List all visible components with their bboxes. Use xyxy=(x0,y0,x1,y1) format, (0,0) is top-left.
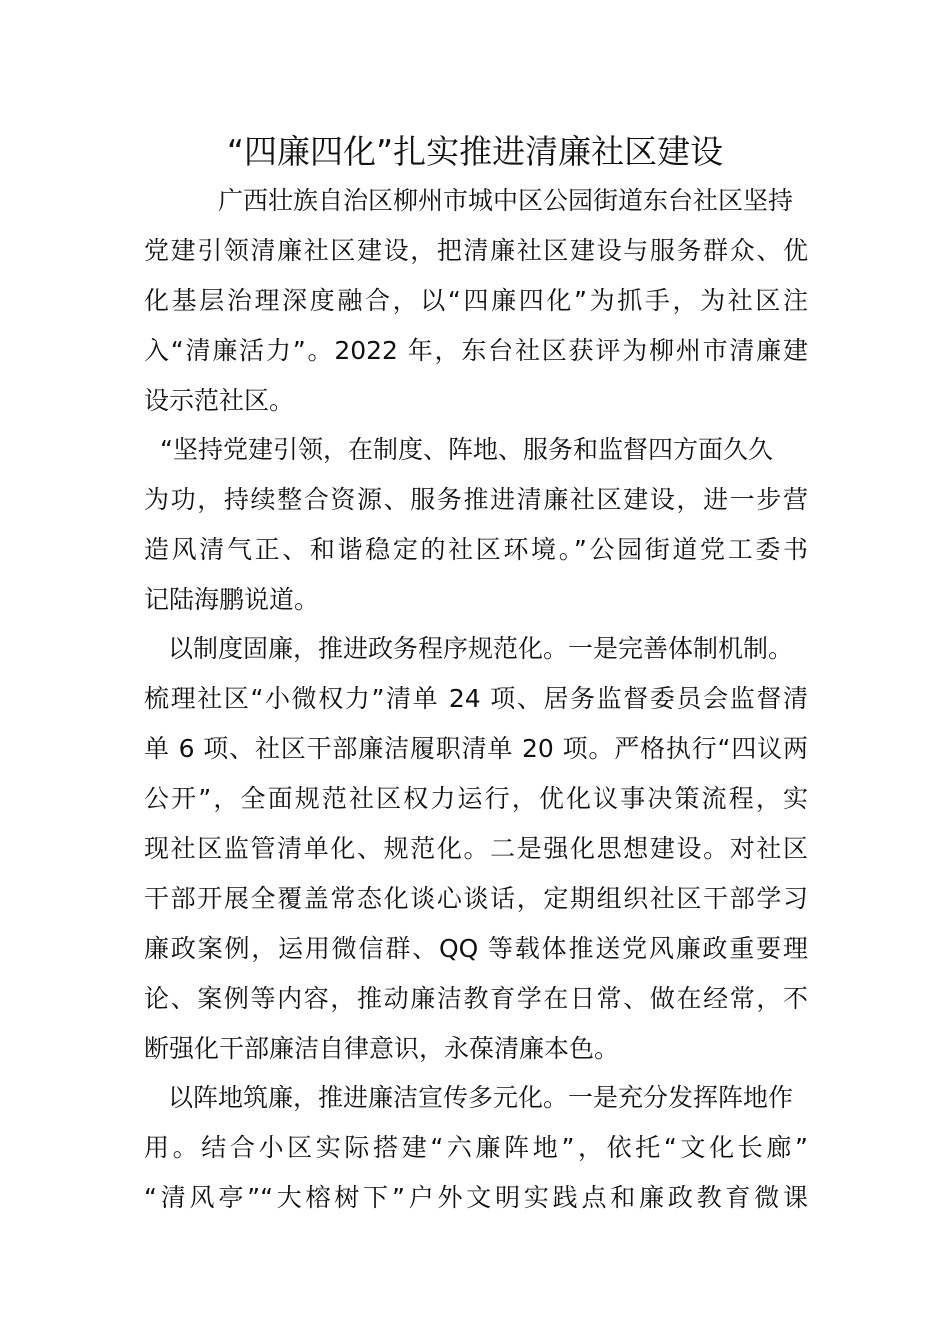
paragraph-line: 单 6 项、社区干部廉洁履职清单 20 项。严格执行“四议两 xyxy=(144,734,808,763)
paragraph-line: 化基层治理深度融合，以“四廉四化”为抓手，为社区注 xyxy=(144,286,808,315)
paragraph-line: 记陆海鹏说道。 xyxy=(144,585,320,614)
paragraph-line: 党建引领清廉社区建设，把清廉社区建设与服务群众、优 xyxy=(144,236,808,265)
paragraph-line: 用。结合小区实际搭建“六廉阵地”，依托“文化长廊” xyxy=(144,1133,808,1162)
paragraph-line: 公开”，全面规范社区权力运行，优化议事决策流程，实 xyxy=(144,784,808,813)
paragraph-line: 现社区监管清单化、规范化。二是强化思想建设。对社区 xyxy=(144,834,808,863)
paragraph-line: 入“清廉活力”。2022 年，东台社区获评为柳州市清廉建 xyxy=(144,336,808,365)
paragraph-line: 以制度固廉，推进政务程序规范化。一是完善体制机制。 xyxy=(168,634,794,663)
paragraph-line: 以阵地筑廉，推进廉洁宣传多元化。一是充分发挥阵地作 xyxy=(168,1083,794,1112)
paragraph-line: 梳理社区“小微权力”清单 24 项、居务监督委员会监督清 xyxy=(144,684,808,713)
paragraph-line: 廉政案例，运用微信群、QQ 等载体推送党风廉政重要理 xyxy=(144,934,808,963)
paragraph-line: 广西壮族自治区柳州市城中区公园街道东台社区坚持 xyxy=(218,186,794,215)
paragraph-line: 论、案例等内容，推动廉洁教育学在日常、做在经常，不 xyxy=(144,984,808,1013)
paragraph-line: “清风亭”“大榕树下”户外文明实践点和廉政教育微课 xyxy=(144,1183,808,1212)
paragraph-line: “坚持党建引领，在制度、阵地、服务和监督四方面久久 xyxy=(160,435,773,464)
paragraph-line: 设示范社区。 xyxy=(144,386,295,415)
paragraph-line: 断强化干部廉洁自律意识，永葆清廉本色。 xyxy=(144,1034,620,1063)
paragraph-line: 为功，持续整合资源、服务推进清廉社区建设，进一步营 xyxy=(144,485,808,514)
paragraph-line: 干部开展全覆盖常态化谈心谈话，定期组织社区干部学习 xyxy=(144,884,808,913)
paragraph-line: 造风清气正、和谐稳定的社区环境。”公园街道党工委书 xyxy=(144,535,808,564)
document-title: “四廉四化”扎实推进清廉社区建设 xyxy=(226,132,724,171)
